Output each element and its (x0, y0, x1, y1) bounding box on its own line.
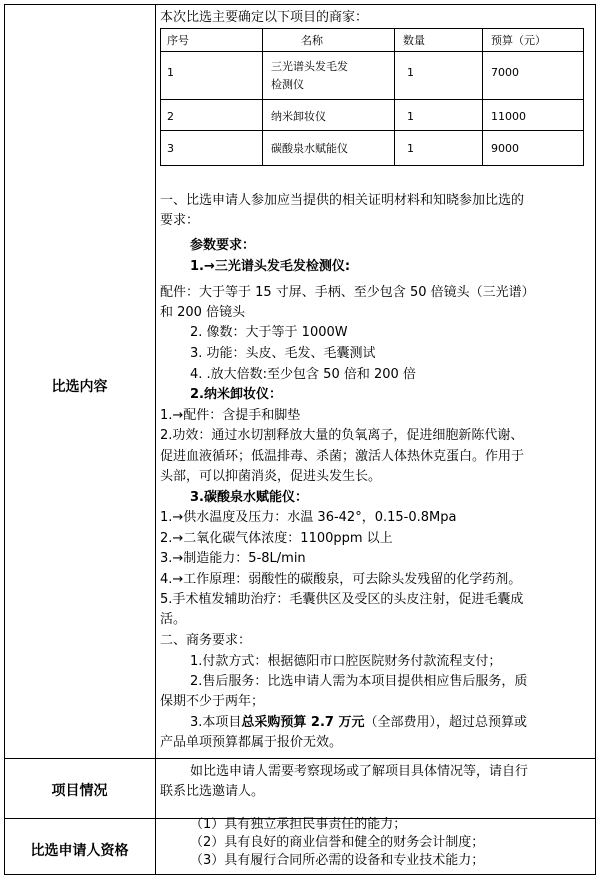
section-heading: 二、商务要求： (160, 633, 252, 648)
subheading: 参数要求： (190, 238, 256, 253)
table-cell-name: 检测仪 (271, 78, 304, 91)
table-rule (161, 130, 583, 131)
text-line: 1.→配件：含提手和脚垫 (160, 408, 301, 423)
row-divider (4, 758, 596, 759)
item-heading: 2.纳米卸妆仪： (190, 387, 282, 402)
text-line: 2.→二氧化碳气体浓度：1100ppm 以上 (160, 531, 393, 546)
table-rule (262, 29, 263, 165)
label-content: 比选内容 (51, 379, 108, 395)
label-project: 项目情况 (51, 783, 108, 799)
project-text: 如比选申请人需要考察现场或了解项目具体情况等，请自行 (190, 764, 529, 779)
item-heading: 3.碳酸泉水赋能仪： (190, 490, 308, 505)
text-line: 2.售后服务：比选申请人需为本项目提供相应售后服务，质 (190, 674, 528, 689)
table-cell-budget: 11000 (491, 110, 526, 123)
table-rule (161, 51, 583, 52)
table-cell-name: 纳米卸妆仪 (271, 110, 326, 123)
text-line: 1.→供水温度及压力：水温 36-42°，0.15-0.8Mpa (160, 510, 457, 525)
label-qualification: 比选申请人资格 (30, 843, 129, 859)
text-line: 活。 (160, 612, 187, 627)
table-cell-no: 1 (167, 66, 174, 79)
budget-prefix: 3.本项目 (190, 715, 242, 730)
text-line: 1.付款方式：根据德阳市口腔医院财务付款流程支付； (190, 654, 502, 669)
text-line: 3. 功能：头皮、毛发、毛囊测试 (190, 346, 376, 361)
intro-text: 本次比选主要确定以下项目的商家： (160, 10, 369, 25)
text-line: 和 200 倍镜头 (160, 305, 246, 320)
table-header: 序号 (167, 34, 189, 47)
text-line: 配件：大于等于 15 寸屏、手柄、至少包含 50 倍镜头（三光谱） (160, 285, 535, 300)
table-rule (482, 29, 483, 165)
text-line: 4.→工作原理：弱酸性的碳酸泉，可去除头发残留的化学药剂。 (160, 572, 522, 587)
item-heading: 1.→三光谱头发毛发检测仪: (190, 259, 351, 274)
text-line: 4. .放大倍数:至少包含 50 倍和 200 倍 (190, 367, 416, 382)
table-rule (394, 29, 395, 165)
table-cell-name: 三光谱头发毛发 (271, 60, 348, 73)
text-line: 5.手术植发辅助治疗：毛囊供区及受区的头皮注射，促进毛囊成 (160, 592, 524, 607)
table-cell-name: 碳酸泉水赋能仪 (271, 142, 348, 155)
text-line: 2. 像数：大于等于 1000W (190, 325, 348, 340)
budget-suffix: （全部费用），超过总预算或 (364, 715, 528, 730)
table-header: 名称 (301, 34, 323, 47)
text-line: 产品单项预算都属于报价无效。 (160, 735, 343, 750)
table-cell-no: 3 (167, 142, 174, 155)
table-cell-budget: 9000 (491, 142, 519, 155)
column-divider (155, 4, 156, 875)
table-header: 数量 (403, 34, 425, 47)
text-line: 头部，可以抑菌消炎，促进头发生长。 (160, 469, 382, 484)
table-cell-qty: 1 (407, 142, 414, 155)
qualification-item: （2）具有良好的商业信誉和健全的财务会计制度； (190, 835, 485, 850)
text-line: 2.功效：通过水切割释放大量的负氧离子，促进细胞新陈代谢、 (160, 428, 524, 443)
text-line: 3.→制造能力：5-8L/min (160, 551, 306, 566)
qualification-item: （1）具有独立承担民事责任的能力； (190, 817, 407, 832)
section-heading: 一、比选申请人参加应当提供的相关证明材料和知晓参加比选的 (160, 193, 525, 208)
table-cell-qty: 1 (407, 110, 414, 123)
text-line: 保期不少于两年； (160, 694, 265, 709)
text-line: 促进血液循环；低温排毒、杀菌；激活人体热休克蛋白。作用于 (160, 449, 525, 464)
item-table (160, 28, 584, 166)
project-text: 联系比选邀请人。 (160, 784, 265, 799)
table-cell-qty: 1 (407, 66, 414, 79)
table-cell-budget: 7000 (491, 66, 519, 79)
table-header: 预算（元） (491, 34, 546, 47)
budget-line (190, 715, 527, 731)
table-rule (161, 99, 583, 100)
text-line: 要求： (160, 213, 200, 228)
table-cell-no: 2 (167, 110, 174, 123)
qualification-item: （3）具有履行合同所必需的设备和专业技术能力； (190, 853, 485, 868)
total-budget: 总采购预算 2.7 万元 (241, 715, 365, 730)
